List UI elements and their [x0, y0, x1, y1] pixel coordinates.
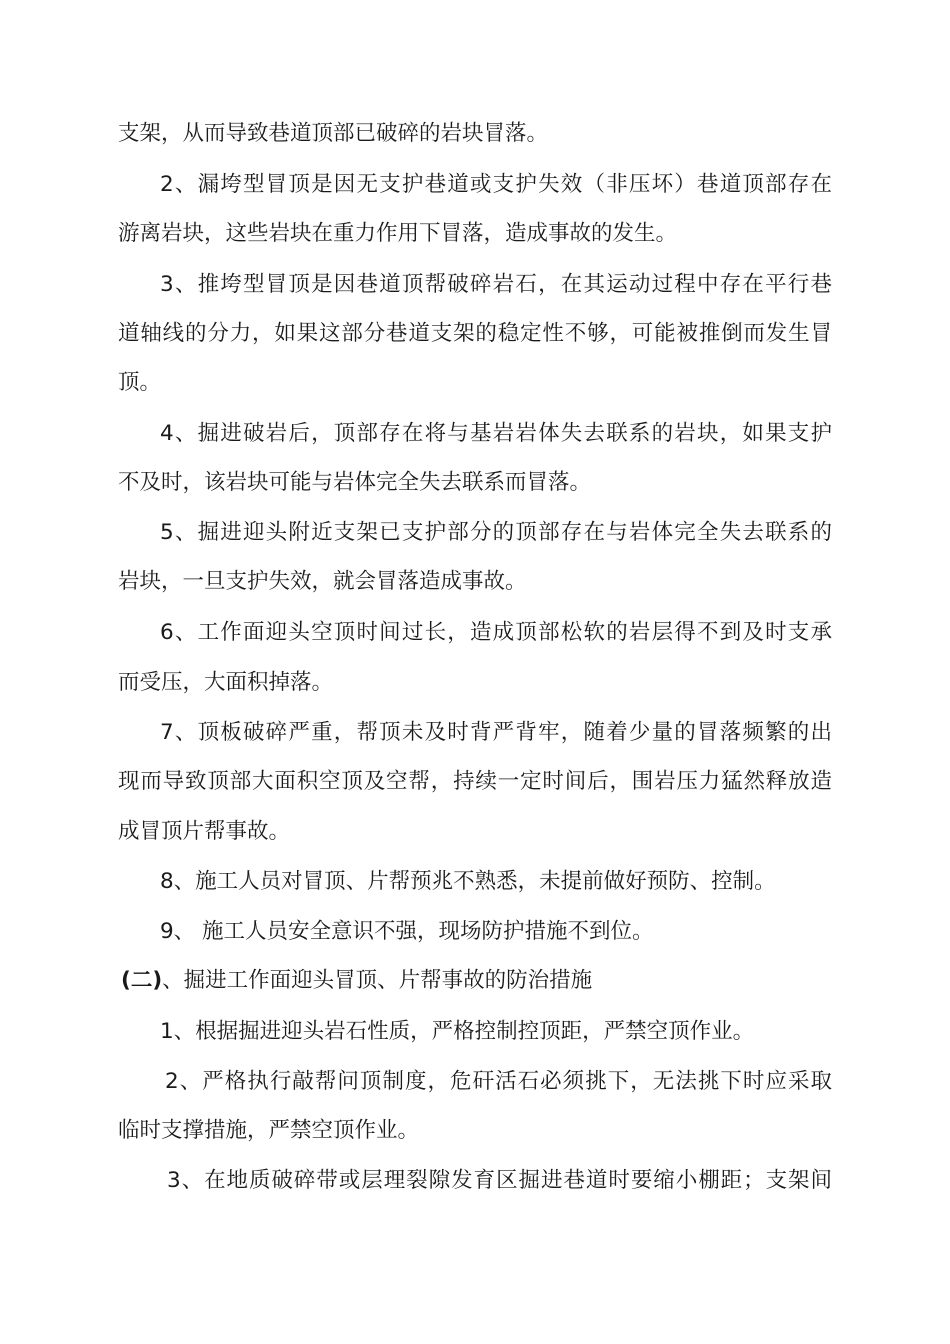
paragraph-line: 3、推垮型冒顶是因巷道顶帮破碎岩石，在其运动过程中存在平行巷 — [160, 272, 832, 297]
paragraph-line: 而受压，大面积掉落。 — [118, 670, 334, 695]
paragraph-line: 支架，从而导致巷道顶部已破碎的岩块冒落。 — [118, 121, 549, 146]
paragraph-line: 2、严格执行敲帮问顶制度，危矸活石必须挑下，无法挑下时应采取 — [165, 1069, 832, 1094]
section-heading — [121, 966, 832, 996]
paragraph-line: 4、掘进破岩后，顶部存在将与基岩岩体失去联系的岩块，如果支护 — [160, 421, 832, 446]
paragraph-line: 顶。 — [118, 370, 162, 395]
paragraph-line: 现而导致顶部大面积空顶及空帮，持续一定时间后，围岩压力猛然释放造 — [118, 769, 832, 794]
paragraph-line: 道轴线的分力，如果这部分巷道支架的稳定性不够，可能被推倒而发生冒 — [118, 321, 832, 346]
paragraph-line: 游离岩块，这些岩块在重力作用下冒落，造成事故的发生。 — [118, 221, 678, 246]
paragraph-line: 岩块，一旦支护失效，就会冒落造成事故。 — [118, 569, 527, 594]
paragraph-line: 6、工作面迎头空顶时间过长，造成顶部松软的岩层得不到及时支承 — [160, 620, 832, 645]
paragraph-line: 5、掘进迎头附近支架已支护部分的顶部存在与岩体完全失去联系的 — [160, 520, 832, 545]
paragraph-line: 7、顶板破碎严重，帮顶未及时背严背牢，随着少量的冒落频繁的出 — [160, 720, 832, 745]
paragraph-line: 3、在地质破碎带或层理裂隙发育区掘进巷道时要缩小棚距；支架间 — [167, 1168, 832, 1193]
paragraph-line: 临时支撑措施，严禁空顶作业。 — [118, 1118, 420, 1143]
paragraph-line: 2、漏垮型冒顶是因无支护巷道或支护失效（非压坏）巷道顶部存在 — [160, 172, 832, 197]
paragraph-line: 9、 施工人员安全意识不强，现场防护措施不到位。 — [160, 919, 654, 944]
paragraph-line: 不及时，该岩块可能与岩体完全失去联系而冒落。 — [118, 470, 592, 495]
paragraph-line: 1、根据掘进迎头岩石性质，严格控制控顶距，严禁空顶作业。 — [160, 1019, 755, 1044]
paragraph-line: 8、施工人员对冒顶、片帮预兆不熟悉，未提前做好预防、控制。 — [160, 869, 776, 894]
section-heading-number: (二) — [121, 968, 163, 993]
paragraph-line: 成冒顶片帮事故。 — [118, 819, 291, 844]
section-heading-text: 、掘进工作面迎头冒顶、片帮事故的防治措施 — [162, 968, 593, 993]
